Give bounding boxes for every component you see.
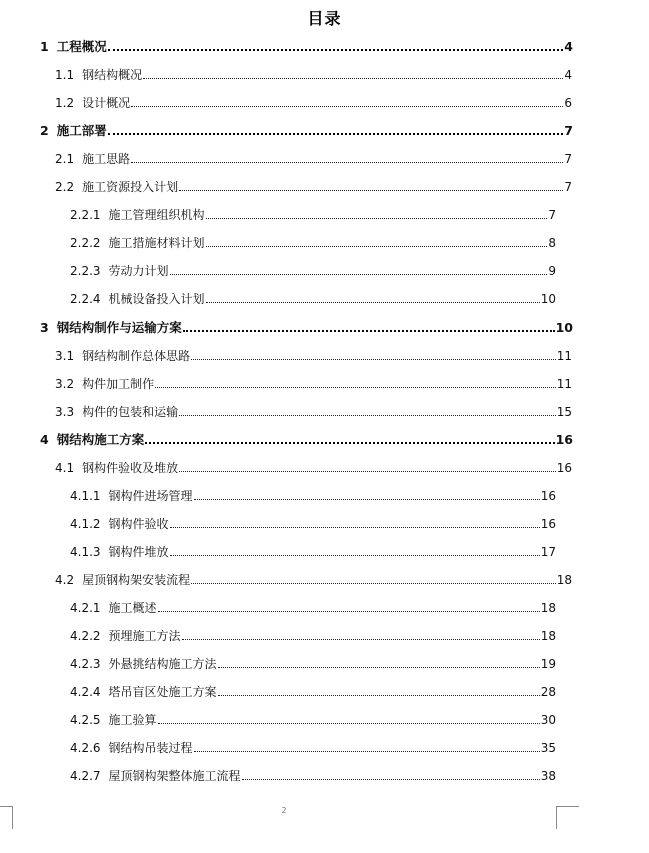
toc-entry[interactable] — [70, 735, 556, 755]
toc-entry[interactable] — [55, 455, 572, 475]
toc-entry[interactable] — [70, 511, 556, 531]
toc-entry-title: 钢构件验收 — [108, 516, 169, 531]
toc-dot-leader — [179, 415, 556, 416]
toc-entry-page-number: 17 — [540, 544, 556, 559]
toc-entry-number: 2.2.4 — [70, 292, 101, 307]
toc-entry-title: 机械设备投入计划 — [108, 292, 205, 307]
toc-entry-page-number: 18 — [556, 572, 572, 587]
toc-entry-page-number: 30 — [540, 713, 556, 728]
toc-entry-number: 3.2 — [55, 376, 75, 391]
toc-entry-number: 4.2.4 — [70, 685, 101, 700]
toc-dot-leader — [179, 471, 556, 472]
toc-entry-number: 2.2.2 — [70, 236, 101, 251]
toc-entry-number: 4.1.1 — [70, 488, 101, 503]
toc-entry-title: 设计概况 — [82, 96, 131, 111]
toc-entry[interactable] — [70, 539, 556, 559]
toc-dot-leader — [179, 190, 563, 191]
toc-entry-title: 施工验算 — [108, 713, 157, 728]
toc-entry-page-number: 35 — [540, 741, 556, 756]
toc-entry-page-number: 6 — [564, 96, 572, 111]
toc-entry-number: 4.2.7 — [70, 769, 101, 784]
toc-entry-title: 施工部署 — [56, 123, 107, 139]
toc-entry[interactable] — [55, 371, 572, 391]
toc-entry-title: 预埋施工方法 — [108, 629, 181, 644]
toc-entry[interactable] — [40, 34, 573, 54]
toc-entry[interactable] — [40, 118, 573, 138]
toc-entry-number: 4.2.5 — [70, 713, 101, 728]
toc-entry-title: 构件的包装和运输 — [82, 404, 179, 419]
toc-dot-leader — [158, 611, 540, 612]
toc-entry-number: 2.2 — [55, 180, 75, 195]
toc-dot-leader — [183, 330, 555, 332]
toc-entry-page-number: 4 — [564, 68, 572, 83]
toc-entry-number: 3.3 — [55, 404, 75, 419]
toc-entry-page-number: 16 — [540, 488, 556, 503]
toc-entry-page-number: 16 — [556, 460, 572, 475]
toc-entry-page-number: 10 — [555, 319, 573, 335]
toc-entry-title: 屋顶钢构架安装流程 — [82, 572, 191, 587]
toc-entry-title: 外悬挑结构施工方法 — [108, 657, 217, 672]
toc-entry-title: 钢结构制作总体思路 — [82, 348, 191, 363]
toc-entry[interactable] — [70, 707, 556, 727]
toc-dot-leader — [194, 751, 540, 752]
toc-dot-leader — [182, 639, 540, 640]
toc-dot-leader — [145, 442, 554, 444]
toc-entry-number: 4.2.6 — [70, 741, 101, 756]
toc-dot-leader — [131, 162, 563, 163]
toc-dot-leader — [143, 78, 563, 79]
toc-entry-page-number: 7 — [548, 208, 556, 223]
toc-entry[interactable] — [70, 623, 556, 643]
toc-entry-title: 钢结构制作与运输方案 — [56, 319, 182, 335]
toc-entry-number: 4.1.2 — [70, 516, 101, 531]
toc-entry-page-number: 10 — [540, 292, 556, 307]
toc-entry-number: 4.1 — [55, 460, 75, 475]
toc-entry-title: 施工措施材料计划 — [108, 236, 205, 251]
toc-entry[interactable] — [70, 595, 556, 615]
toc-dot-leader — [131, 106, 563, 107]
toc-entry-page-number: 18 — [540, 629, 556, 644]
toc-entry[interactable] — [70, 258, 556, 278]
toc-entry-page-number: 38 — [540, 769, 556, 784]
toc-dot-leader — [206, 218, 548, 219]
toc-entry[interactable] — [55, 90, 572, 110]
toc-entry-number: 2.1 — [55, 152, 75, 167]
toc-entry[interactable] — [70, 230, 556, 250]
toc-entry[interactable] — [55, 146, 572, 166]
toc-entry-page-number: 4 — [564, 39, 573, 54]
toc-entry-number: 1.2 — [55, 96, 75, 111]
toc-entry[interactable] — [55, 343, 572, 363]
toc-entry-title: 构件加工制作 — [82, 376, 155, 391]
toc-entry-title: 钢结构施工方案 — [56, 431, 145, 447]
toc-entry[interactable] — [55, 62, 572, 82]
page-number: 2 — [281, 806, 287, 815]
toc-entry-number: 1.1 — [55, 68, 75, 83]
toc-entry[interactable] — [70, 483, 556, 503]
toc-dot-leader — [170, 527, 540, 528]
toc-entry-title: 施工管理组织机构 — [108, 208, 205, 223]
toc-dot-leader — [170, 274, 548, 275]
toc-entry-title: 钢构件进场管理 — [108, 488, 193, 503]
toc-entry-number: 2.2.1 — [70, 208, 101, 223]
toc-entry-page-number: 11 — [556, 348, 572, 363]
toc-entry[interactable] — [55, 174, 572, 194]
toc-dot-leader — [191, 583, 556, 584]
toc-entry-title: 塔吊盲区处施工方案 — [108, 685, 217, 700]
toc-dot-leader — [108, 133, 564, 135]
toc-dot-leader — [191, 359, 556, 360]
toc-entry[interactable] — [70, 286, 556, 306]
toc-entry[interactable] — [70, 202, 556, 222]
toc-entry-number: 2.2.3 — [70, 264, 101, 279]
page-title: 目录 — [307, 9, 342, 28]
toc-entry-title: 钢结构吊装过程 — [108, 741, 193, 756]
toc-dot-leader — [218, 667, 540, 668]
toc-dot-leader — [194, 499, 540, 500]
toc-entry[interactable] — [70, 679, 556, 699]
toc-entry-title: 钢构件验收及堆放 — [82, 460, 179, 475]
toc-entry-page-number: 28 — [540, 685, 556, 700]
toc-entry[interactable] — [40, 315, 573, 335]
toc-entry[interactable] — [40, 427, 573, 447]
toc-entry-number: 4.2.1 — [70, 601, 101, 615]
toc-entry[interactable] — [55, 399, 572, 419]
toc-entry-title: 劳动力计划 — [108, 264, 169, 279]
toc-entry-page-number: 7 — [564, 180, 572, 195]
toc-entry-number: 2 — [40, 123, 49, 139]
toc-entry-number: 4.1.3 — [70, 544, 101, 559]
toc-entry-page-number: 16 — [540, 516, 556, 531]
toc-entry-page-number: 7 — [564, 123, 573, 139]
toc-entry-title: 施工思路 — [82, 152, 131, 167]
toc-entry[interactable] — [55, 567, 572, 587]
toc-entry-title: 工程概况 — [56, 39, 107, 54]
toc-entry-page-number: 7 — [564, 152, 572, 167]
toc-entry-title: 屋顶钢构架整体施工流程 — [108, 769, 241, 784]
toc-dot-leader — [206, 246, 548, 247]
toc-entry-number: 4 — [40, 431, 49, 447]
toc-dot-leader — [158, 723, 540, 724]
toc-entry-page-number: 8 — [548, 236, 556, 251]
toc-entry-title: 钢结构概况 — [82, 68, 143, 83]
toc-entry-title: 施工概述 — [108, 601, 157, 615]
toc-dot-leader — [242, 779, 540, 780]
toc-dot-leader — [218, 695, 540, 696]
toc-entry-number: 3 — [40, 319, 49, 335]
toc-dot-leader — [108, 49, 564, 51]
toc-dot-leader — [206, 302, 540, 303]
toc-entry-page-number: 16 — [555, 431, 573, 447]
toc-dot-leader — [155, 387, 556, 388]
toc-entry-page-number: 9 — [548, 264, 556, 279]
toc-entry-number: 4.2.3 — [70, 657, 101, 672]
toc-entry-number: 1 — [40, 39, 49, 54]
toc-entry-page-number: 19 — [540, 657, 556, 672]
toc-entry-title: 钢构件堆放 — [108, 544, 169, 559]
toc-entry-number: 4.2 — [55, 572, 75, 587]
toc-entry[interactable] — [70, 651, 556, 671]
toc-dot-leader — [170, 555, 540, 556]
toc-entry-page-number: 18 — [540, 601, 556, 615]
toc-entry-number: 4.2.2 — [70, 629, 101, 644]
toc-entry-page-number: 11 — [556, 376, 572, 391]
toc-entry-number: 3.1 — [55, 348, 75, 363]
toc-entry-title: 施工资源投入计划 — [82, 180, 179, 195]
toc-entry[interactable] — [70, 763, 556, 783]
toc-entry-page-number: 15 — [556, 404, 572, 419]
